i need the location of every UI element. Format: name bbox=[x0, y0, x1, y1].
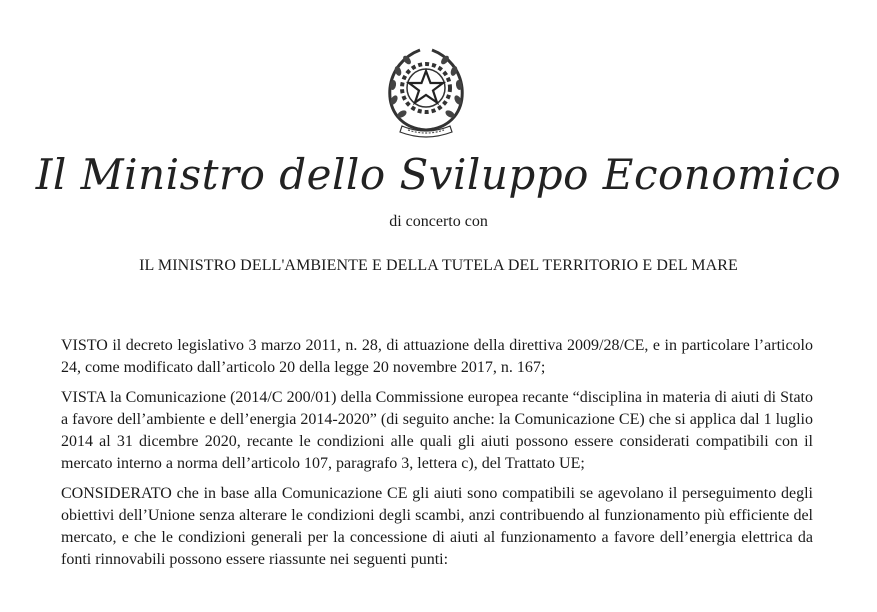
decree-body bbox=[61, 335, 813, 579]
concerto-line: di concerto con bbox=[389, 213, 488, 230]
paragraph-vista-comunicazione: VISTA la Comunicazione (2014/C 200/01) della Commissione europea recante “disciplina in materia di aiuti di Stato a favore dell’ambiente e dell’energia 2014-2020” (di seguito anche: la Comunicazione CE) che si applica dal 1 luglio 2014 al 31 dicembre 2020, recante le condizioni alle quali gli aiuti possono essere considerati compatibili con il mercato interno a norma dell’articolo 107, paragrafo 3, lettera c), del Trattato UE; bbox=[61, 389, 813, 472]
paragraph-visto-decreto: VISTO il decreto legislativo 3 marzo 2011, n. 28, di attuazione della direttiva 2009/28/CE, e in particolare l’articolo 24, come modificato dall’articolo 20 della legge 20 novembre 2017, n. 167; bbox=[61, 337, 813, 376]
co-signing-minister-title: IL MINISTRO DELL'AMBIENTE E DELLA TUTELA DEL TERRITORIO E DEL MARE bbox=[139, 257, 738, 274]
minister-title: Il Ministro dello Sviluppo Economico bbox=[35, 150, 842, 199]
paragraph-considerato: CONSIDERATO che in base alla Comunicazione CE gli aiuti sono compatibili se agevolano il perseguimento degli obiettivi dell’Unione senza alterare le condizioni degli scambi, anzi contribuendo al funzionamento più efficiente del mercato, e che le condizioni generali per la concessione di aiuti al funzionamento a favore dell’energia elettrica da fonti rinnovabili possono essere riassunte nei seguenti punti: bbox=[61, 485, 813, 568]
italian-republic-emblem-icon bbox=[380, 40, 472, 140]
